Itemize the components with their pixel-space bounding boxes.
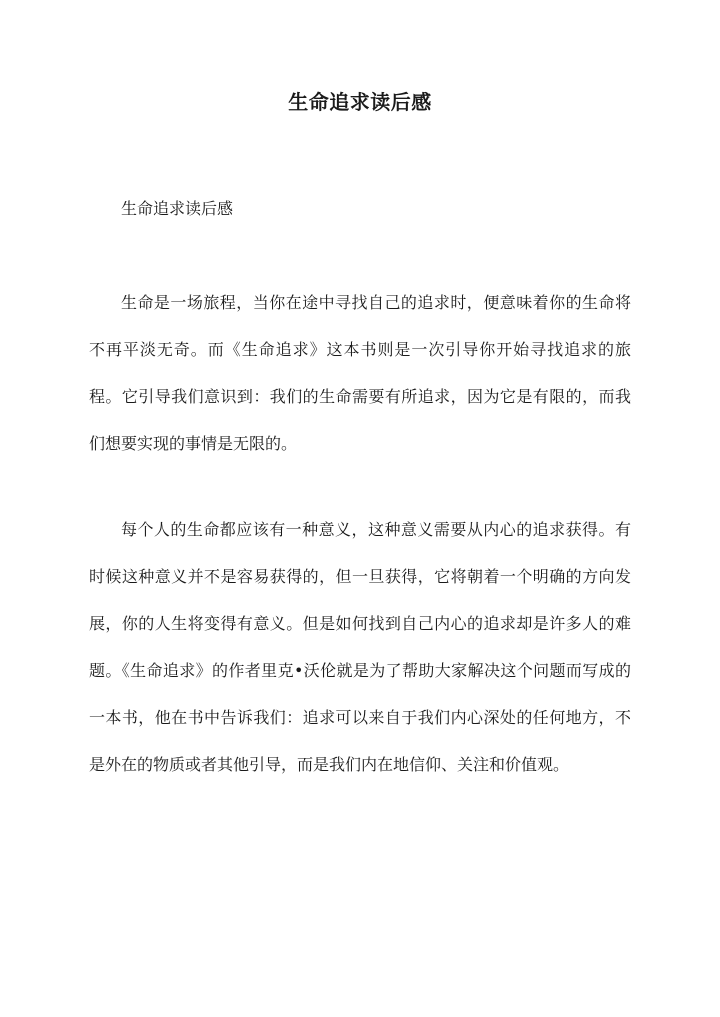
document-subtitle: 生命追求读后感 xyxy=(121,199,234,218)
paragraph-1: 生命是一场旅程，当你在途中寻找自己的追求时，便意味着你的生命将不再平淡无奇。而《生命追求》这本书则是一次引导你开始寻找追求的旅程。它引导我们意识到：我们的生命需要有所追求，因为它是有限的，而我们想要实现的事情是无限的。 xyxy=(89,293,631,453)
paragraph-2: 每个人的生命都应该有一种意义，这种意义需要从内心的追求获得。有时候这种意义并不是容易获得的，但一旦获得，它将朝着一个明确的方向发展，你的人生将变得有意义。但是如何找到自己内心的追求却是许多人的难题。《生命追求》的作者里克•沃伦就是为了帮助大家解决这个问题而写成的一本书，他在书中告诉我们：追求可以来自于我们内心深处的任何地方，不是外在的物质或者其他引导，而是我们内在地信仰、关注和价值观。 xyxy=(89,520,631,774)
document-title: 生命追求读后感 xyxy=(288,90,432,114)
